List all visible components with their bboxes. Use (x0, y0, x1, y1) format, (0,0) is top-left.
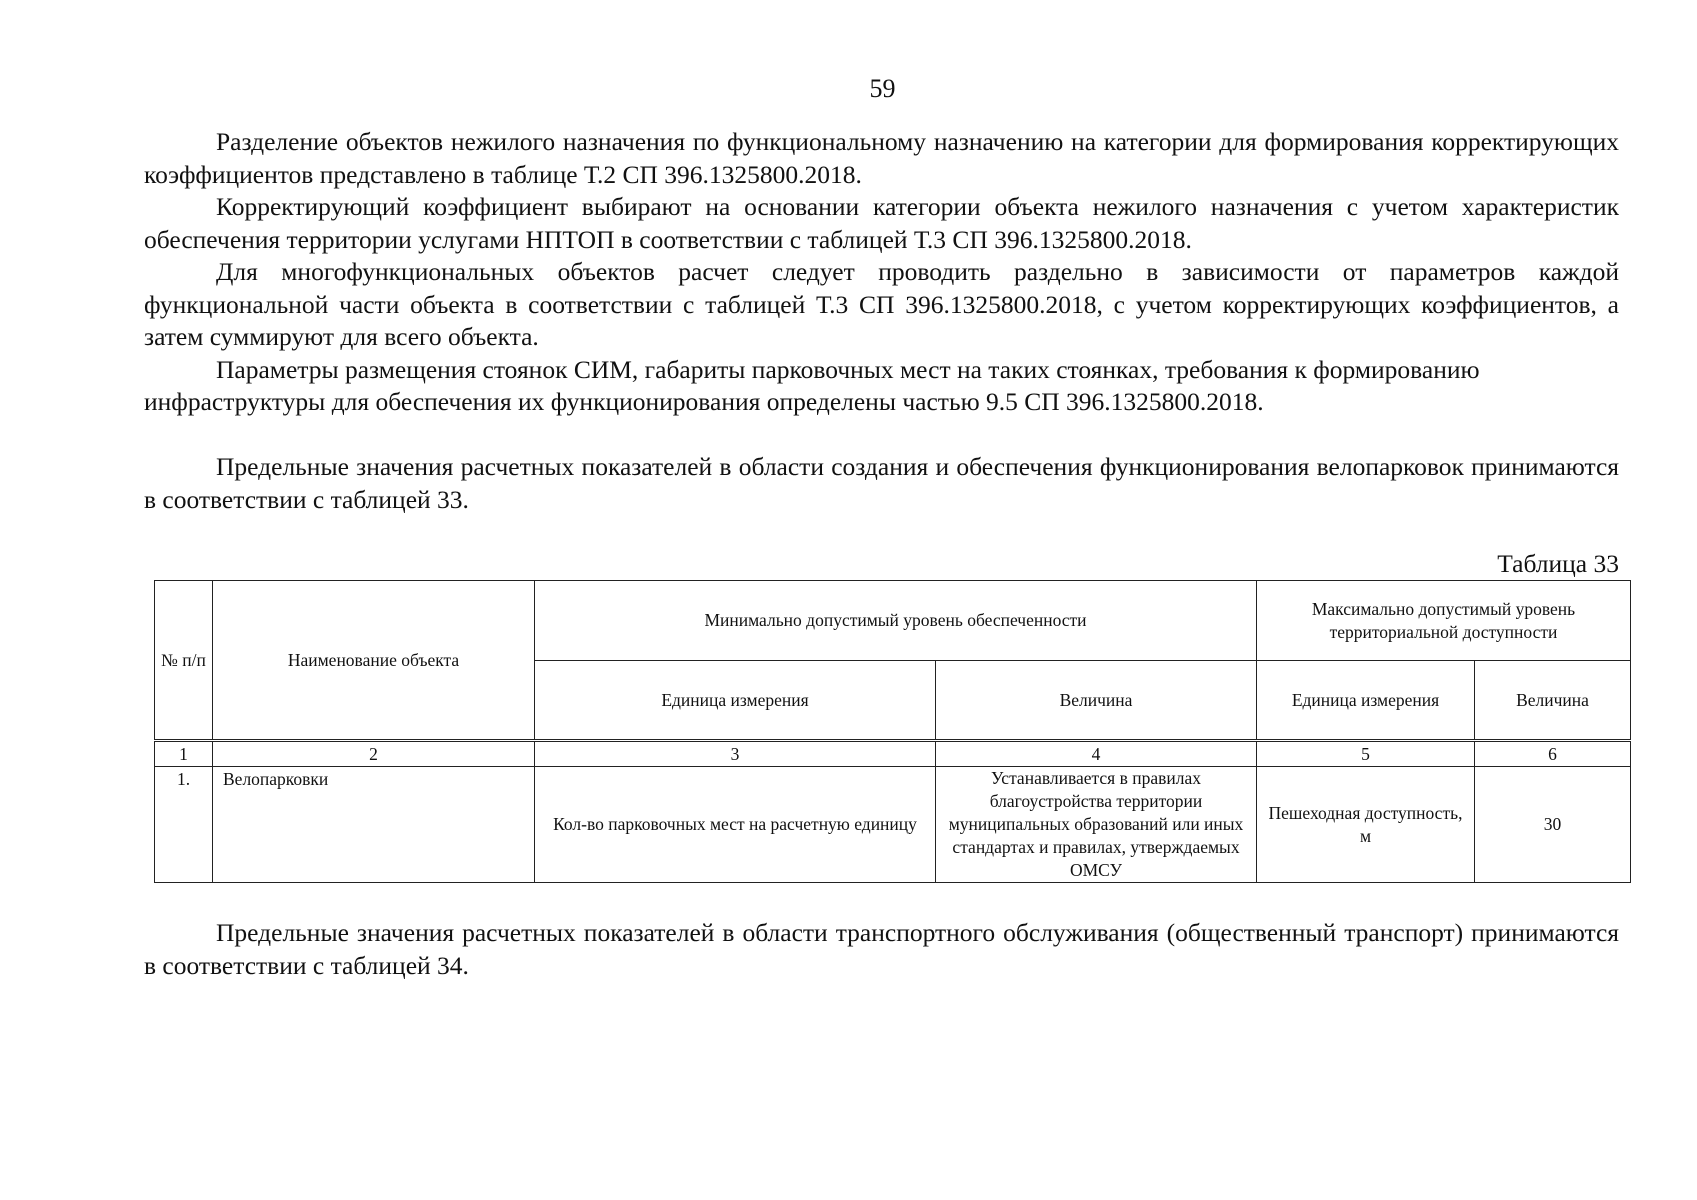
column-number: 5 (1257, 741, 1475, 767)
column-number: 4 (936, 741, 1257, 767)
header-num: № п/п (155, 581, 213, 741)
paragraph-public-transport-intro: Предельные значения расчетных показателей в области транспортного обслуживания (общественный транспорт) принимаются в соответствии с таблицей 34. (144, 918, 1619, 980)
header-max-level: Максимально допустимый уровень территориальной доступности (1257, 581, 1631, 661)
header-value-min: Величина (936, 661, 1257, 741)
column-number: 1 (155, 741, 213, 767)
column-number: 2 (213, 741, 535, 767)
table-caption: Таблица 33 (1497, 549, 1619, 578)
header-min-level: Минимально допустимый уровень обеспеченности (535, 581, 1257, 661)
header-value-max: Величина (1475, 661, 1631, 741)
table-row (155, 767, 1631, 883)
paragraph-correction-coefficient: Корректирующий коэффициент выбирают на основании категории объекта нежилого назначения с учетом характеристик обеспечения территории услугами НПТОП в соответствии с таблицей Т.3 СП 396.1325800.2018. (144, 192, 1619, 254)
column-number: 3 (535, 741, 936, 767)
cell-unit-min: Кол-во парковочных мест на расчетную единицу (535, 767, 936, 883)
paragraph-bike-parking-intro: Предельные значения расчетных показателей в области создания и обеспечения функционирования велопарковок принимаются в соответствии с таблицей 33. (144, 452, 1619, 514)
header-object-name: Наименование объекта (213, 581, 535, 741)
cell-num: 1. (155, 767, 213, 883)
body-text-table-intro (144, 451, 1619, 516)
header-unit-min: Единица измерения (535, 661, 936, 741)
paragraph-categories: Разделение объектов нежилого назначения по функциональному назначению на категории для формирования корректирующих коэффициентов представлено в таблице Т.2 СП 396.1325800.2018. (144, 127, 1619, 189)
body-text-after-table (144, 917, 1619, 982)
cell-unit-max: Пешеходная доступность, м (1257, 767, 1475, 883)
bike-parking-table (154, 580, 1631, 883)
cell-value-max: 30 (1475, 767, 1631, 883)
header-unit-max: Единица измерения (1257, 661, 1475, 741)
cell-value-min: Устанавливается в правилах благоустройства территории муниципальных образований или иных стандартах и правилах, утверждаемых ОМСУ (936, 767, 1257, 883)
paragraph-sim-parking: Параметры размещения стоянок СИМ, габариты парковочных мест на таких стоянках, требования к формированию инфраструктуры для обеспечения их функционирования определены частью 9.5 СП 396.1325800.2018. (144, 354, 1480, 416)
paragraph-multifunctional: Для многофункциональных объектов расчет следует проводить раздельно в зависимости от параметров каждой функциональной части объекта в соответствии с таблицей Т.3 СП 396.1325800.2018, с учетом корректирующих коэффициентов, а затем суммируют для всего объекта. (144, 257, 1619, 351)
table-header-row (155, 581, 1631, 661)
cell-object-name: Велопарковки (213, 767, 535, 883)
page-number: 59 (869, 74, 896, 103)
column-number-row (155, 741, 1631, 767)
body-text-top (144, 126, 1619, 419)
column-number: 6 (1475, 741, 1631, 767)
